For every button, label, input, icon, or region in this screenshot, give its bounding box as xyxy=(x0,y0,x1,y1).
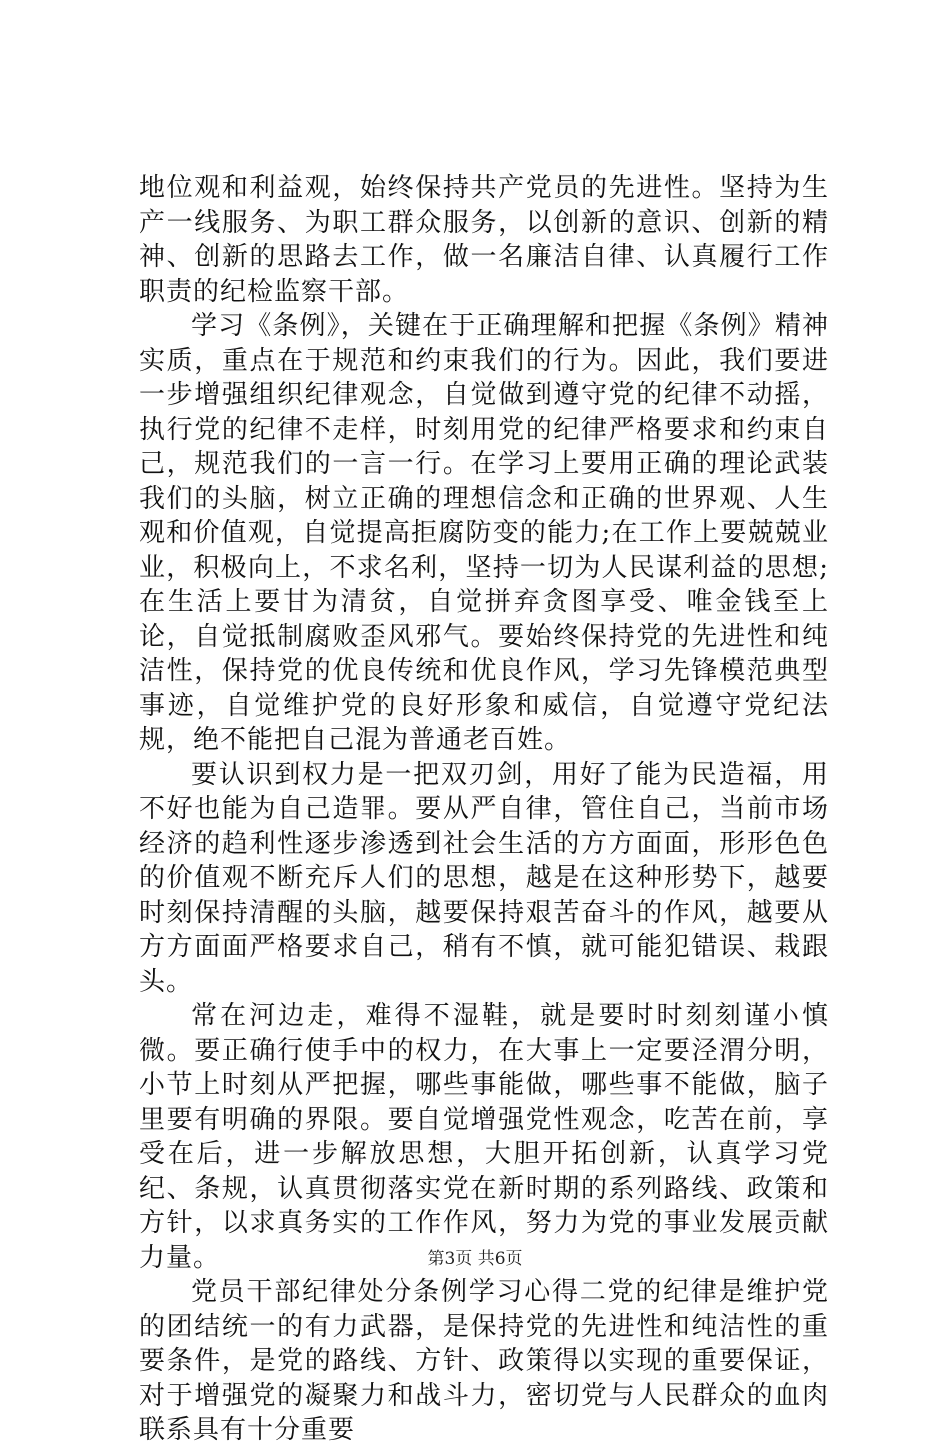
page-number-footer: 第3页 共6页 xyxy=(427,1249,523,1269)
paragraph: 学习《条例》，关键在于正确理解和把握《条例》精神实质，重点在于规范和约束我们的行为。因此，我们要进一步增强组织纪律观念，自觉做到遵守党的纪律不动摇，执行党的纪律不走样，时刻用党的纪律严格要求和约束自己，规范我们的一言一行。在学习上要用正确的理论武装我们的头脑，树立正确的理想信念和正确的世界观、人生观和价值观，自觉提高拒腐防变的能力;在工作上要兢兢业业，积极向上，不求名利，坚持一切为人民谋利益的思想;在生活上要甘为清贫，自觉拼弃贪图享受、唯金钱至上论，自觉抵制腐败歪风邪气。要始终保持党的先进性和纯洁性，保持党的优良传统和优良作风，学习先锋模范典型事迹，自觉维护党的良好形象和威信，自觉遵守党纪法规，绝不能把自己混为普通老百姓。 xyxy=(139,311,829,755)
paragraph: 常在河边走，难得不湿鞋，就是要时时刻刻谨小慎微。要正确行使手中的权力，在大事上一定要泾渭分明，小节上时刻从严把握，哪些事能做，哪些事不能做，脑子里要有明确的界限。要自觉增强党性观念，吃苦在前，享受在后，进一步解放思想，大胆开拓创新，认真学习党纪、条规，认真贯彻落实党在新时期的系列路线、政策和方针，以求真务实的工作作风，努力为党的事业发展贡献力量。 xyxy=(139,1001,829,1273)
paragraph: 党员干部纪律处分条例学习心得二党的纪律是维护党的团结统一的有力武器，是保持党的先进性和纯洁性的重要条件，是党的路线、方针、政策得以实现的重要保证，对于增强党的凝聚力和战斗力，密切党与人民群众的血肉联系具有十分重要 xyxy=(139,1277,829,1445)
paragraph: 要认识到权力是一把双刃剑，用好了能为民造福，用不好也能为自己造罪。要从严自律，管住自己，当前市场经济的趋利性逐步渗透到社会生活的方方面面，形形色色的价值观不断充斥人们的思想，越是在这种形势下，越要时刻保持清醒的头脑，越要保持艰苦奋斗的作风，越要从方方面面严格要求自己，稍有不慎，就可能犯错误、栽跟头。 xyxy=(139,759,829,997)
paragraph: 地位观和利益观，始终保持共产党员的先进性。坚持为生产一线服务、为职工群众服务，以创新的意识、创新的精神、创新的思路去工作，做一名廉洁自律、认真履行工作职责的纪检监察干部。 xyxy=(139,173,829,307)
